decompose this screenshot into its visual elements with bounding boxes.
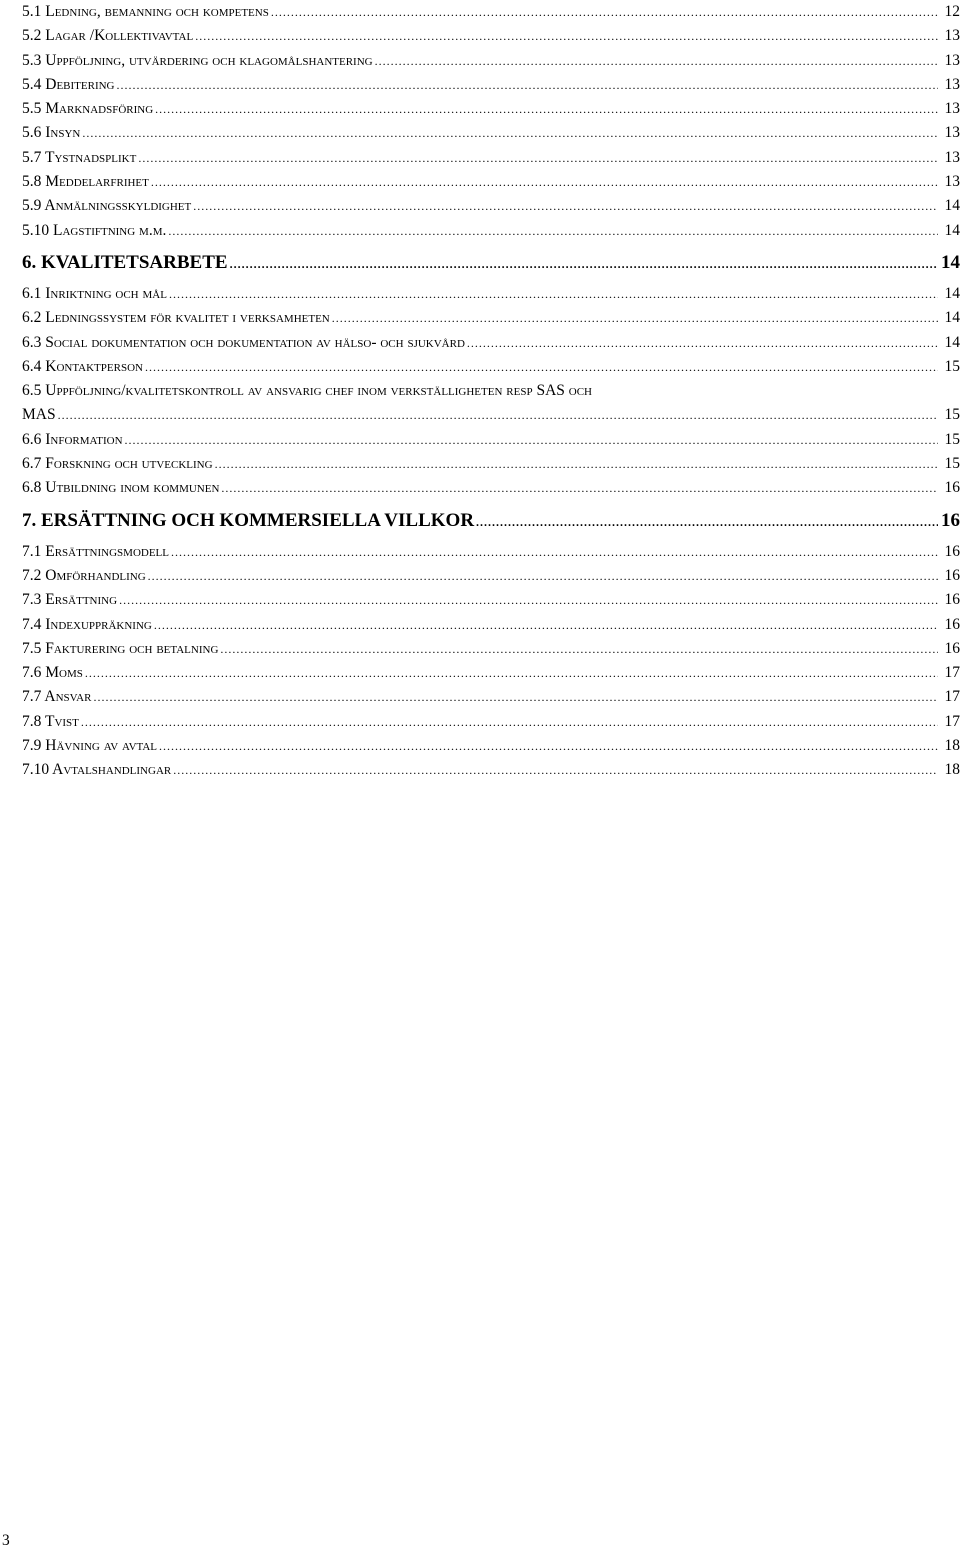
toc-entry[interactable] <box>22 331 960 355</box>
toc-page: 12 <box>944 3 960 20</box>
toc-leader <box>58 403 938 427</box>
toc-entry[interactable] <box>22 428 960 452</box>
toc-page: 17 <box>944 688 960 706</box>
toc-page: 14 <box>944 221 960 239</box>
toc-page: 16 <box>944 591 960 609</box>
toc-page: 14 <box>944 284 960 302</box>
toc-entry[interactable] <box>22 97 960 121</box>
toc-page: 17 <box>944 712 960 730</box>
toc-leader <box>221 476 938 500</box>
toc-label: 7.3 Ersättning <box>22 591 118 609</box>
toc-entry[interactable] <box>22 710 960 734</box>
toc-leader <box>195 24 938 48</box>
toc-entry[interactable] <box>22 146 960 170</box>
toc-leader <box>467 331 938 355</box>
toc-entry[interactable] <box>22 564 960 588</box>
toc-leader <box>85 661 938 685</box>
toc-leader <box>193 194 938 218</box>
toc-entry[interactable] <box>22 637 960 661</box>
toc-entry[interactable] <box>22 355 960 379</box>
toc-entry[interactable] <box>22 0 960 24</box>
toc-label: 6.4 Kontaktperson <box>22 357 143 375</box>
toc-label: 5.3 Uppföljning, utvärdering och klagomålshantering <box>22 51 373 69</box>
toc-page: 13 <box>944 124 960 142</box>
toc-label: 5.6 Insyn <box>22 124 81 142</box>
toc-leader <box>117 73 939 97</box>
toc-entry[interactable] <box>22 219 960 243</box>
toc-page: 17 <box>944 664 960 682</box>
toc-page: 13 <box>944 51 960 69</box>
toc-label: 7.5 Fakturering och betalning <box>22 639 219 657</box>
toc-label: 7.4 Indexuppräkning <box>22 615 152 633</box>
toc-entry[interactable] <box>22 661 960 685</box>
toc-label: 5.5 Marknadsföring <box>22 100 154 118</box>
toc-entry[interactable] <box>22 588 960 612</box>
toc-leader <box>159 734 938 758</box>
toc-label: 6.8 Utbildning inom kommunen <box>22 479 220 497</box>
toc-chapter-entry[interactable] <box>22 506 960 536</box>
toc-label: 5.8 Meddelarfrihet <box>22 173 149 191</box>
toc-leader <box>220 637 938 661</box>
toc-leader <box>173 758 938 782</box>
toc-leader <box>332 306 938 330</box>
table-of-contents <box>22 0 960 783</box>
toc-page: 13 <box>944 75 960 93</box>
toc-page: 18 <box>944 761 960 779</box>
toc-label: 7.2 Omförhandling <box>22 566 146 584</box>
toc-page: 13 <box>944 27 960 45</box>
toc-leader <box>375 49 938 73</box>
toc-leader <box>171 540 938 564</box>
toc-leader <box>230 249 938 279</box>
toc-page: 16 <box>944 615 960 633</box>
toc-chapter-label: 6. KVALITETSARBETE <box>22 251 228 273</box>
toc-entry[interactable] <box>22 24 960 48</box>
toc-leader <box>169 282 938 306</box>
toc-label: 5.9 Anmälningsskyldighet <box>22 197 192 215</box>
toc-chapter-label: 7. ERSÄTTNING OCH KOMMERSIELLA VILLKOR <box>22 509 475 531</box>
toc-entry[interactable] <box>22 306 960 330</box>
toc-label: 7.6 Moms <box>22 664 83 682</box>
toc-leader <box>82 121 938 145</box>
toc-label-continued: MAS <box>22 406 56 424</box>
toc-label: 5.7 Tystnadsplikt <box>22 148 137 166</box>
toc-entry[interactable] <box>22 170 960 194</box>
toc-page: 15 <box>944 455 960 473</box>
toc-label: 5.1 Ledning, bemanning och kompetens <box>22 3 269 20</box>
toc-leader <box>119 588 938 612</box>
toc-label: 7.9 Hävning av avtal <box>22 737 158 755</box>
toc-leader <box>151 170 938 194</box>
toc-entry[interactable] <box>22 49 960 73</box>
toc-entry[interactable] <box>22 121 960 145</box>
toc-leader <box>154 613 938 637</box>
toc-entry[interactable] <box>22 379 960 428</box>
toc-page: 14 <box>941 251 960 273</box>
toc-page: 14 <box>944 333 960 351</box>
toc-page: 13 <box>944 173 960 191</box>
toc-chapter-entry[interactable] <box>22 248 960 278</box>
toc-page: 13 <box>944 100 960 118</box>
toc-label: 5.2 Lagar /Kollektivavtal <box>22 27 194 45</box>
toc-label: 6.7 Forskning och utveckling <box>22 455 213 473</box>
toc-label: 6.6 Information <box>22 430 123 448</box>
toc-page: 16 <box>944 479 960 497</box>
toc-leader <box>476 507 938 537</box>
toc-entry[interactable] <box>22 758 960 782</box>
toc-label: 7.10 Avtalshandlingar <box>22 761 172 779</box>
toc-page: 16 <box>941 509 960 531</box>
toc-leader <box>148 564 938 588</box>
toc-label: 5.10 Lagstiftning m.m. <box>22 221 167 239</box>
toc-entry[interactable] <box>22 452 960 476</box>
toc-label: 6.2 Ledningssystem för kvalitet i verksamheten <box>22 309 330 327</box>
toc-page: 15 <box>944 406 960 424</box>
toc-leader <box>125 428 938 452</box>
toc-leader <box>138 146 938 170</box>
toc-label: 6.5 Uppföljning/kvalitetskontroll av ansvarig chef inom verkställigheten resp SAS och <box>22 382 592 400</box>
toc-page: 14 <box>944 197 960 215</box>
toc-leader <box>81 710 938 734</box>
toc-label: 6.3 Social dokumentation och dokumentation av hälso- och sjukvård <box>22 333 465 351</box>
toc-entry[interactable] <box>22 685 960 709</box>
toc-entry[interactable] <box>22 282 960 306</box>
toc-entry[interactable] <box>22 73 960 97</box>
toc-label: 7.7 Ansvar <box>22 688 92 706</box>
toc-leader <box>271 0 938 24</box>
toc-entry[interactable] <box>22 734 960 758</box>
toc-page: 15 <box>944 430 960 448</box>
toc-leader <box>168 219 938 243</box>
page-number: 3 <box>2 1532 10 1549</box>
toc-entry[interactable] <box>22 194 960 218</box>
toc-leader <box>215 452 938 476</box>
toc-entry[interactable] <box>22 540 960 564</box>
toc-leader <box>155 97 938 121</box>
toc-leader <box>145 355 938 379</box>
toc-leader <box>93 685 938 709</box>
toc-page: 14 <box>944 309 960 327</box>
toc-label: 7.8 Tvist <box>22 712 79 730</box>
toc-label: 7.1 Ersättningsmodell <box>22 542 169 560</box>
toc-label: 6.1 Inriktning och mål <box>22 284 167 302</box>
toc-page: 18 <box>944 737 960 755</box>
toc-page: 16 <box>944 639 960 657</box>
toc-page: 16 <box>944 566 960 584</box>
toc-entry[interactable] <box>22 476 960 500</box>
toc-page: 15 <box>944 357 960 375</box>
toc-entry[interactable] <box>22 613 960 637</box>
toc-page: 16 <box>944 542 960 560</box>
toc-page: 13 <box>944 148 960 166</box>
toc-label: 5.4 Debitering <box>22 75 115 93</box>
